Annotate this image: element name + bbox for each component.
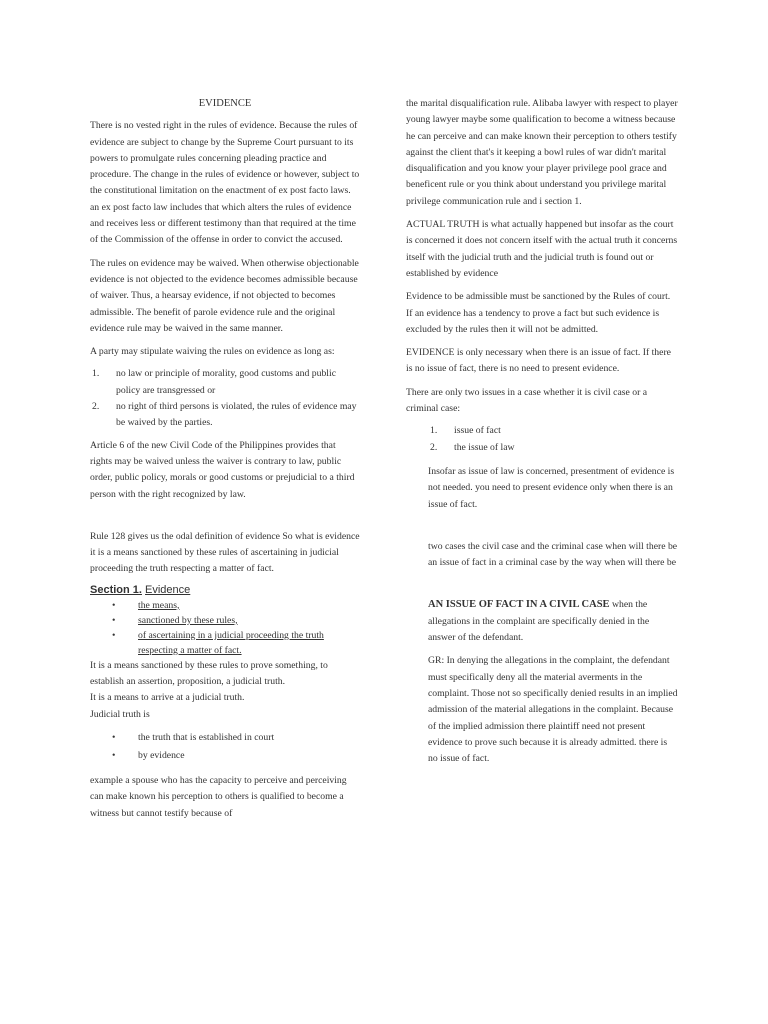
paragraph-actual-truth: ACTUAL TRUTH is what actually happened but insofar as the court is concerned it does not concern itself with the actual truth it concerns itself with the judicial truth and the judicial truth is found out or established by evidence: [406, 219, 678, 279]
bullet-icon: •: [112, 749, 116, 761]
paragraph-marital: the marital disqualification rule. Alibaba lawyer with respect to player young lawyer maybe some qualification to become a witness because he can perceive and can make known their perception to others testify against the client that's it keeping a bowl rules of war didn't marital disqualification and you know your player privilege pool grace and beneficent rule or you think about understand you privilege marital privilege communication rule and i section 1.: [406, 98, 678, 207]
paragraph-two-issues: There are only two issues in a case whether it is civil case or a criminal case:: [406, 386, 648, 415]
list-item: • of ascertaining in a judicial proceeding the truth respecting a matter of fact.: [90, 628, 360, 658]
paragraph-article-6: Article 6 of the new Civil Code of the Philippines provides that rights may be waived unless the waiver is contrary to law, public order, public policy, morals or good customs or prejudicial to a third person with the right recognized by law.: [90, 439, 355, 500]
civil-case-lead: AN ISSUE OF FACT IN A CIVIL CASE: [428, 599, 610, 611]
document-title: EVIDENCE: [198, 98, 252, 109]
section-heading: [90, 582, 360, 598]
list-item: 1. issue of fact: [430, 425, 501, 437]
list-item: • sanctioned by these rules,: [90, 613, 360, 628]
paragraph-stipulate: A party may stipulate waiving the rules on evidence as long as:: [90, 346, 335, 358]
section-label: Section 1.: [90, 583, 142, 596]
bullet-icon: •: [112, 731, 116, 743]
section-title: Evidence: [145, 583, 191, 596]
paragraph-example: example a spouse who has the capacity to perceive and perceiving can make known his perception to others is qualified to become a witness but cannot testify because of: [90, 774, 347, 819]
paragraph-means: It is a means sanctioned by these rules to prove something, to establish an assertion, proposition, a judicial truth.: [90, 659, 328, 688]
paragraph-rule-128: Rule 128 gives us the odal definition of evidence So what is evidence it is a means sanctioned by these rules of ascertaining in judicial proceeding the truth respecting a matter of fact.: [90, 530, 360, 575]
paragraph-issue-of-law: Insofar as issue of law is concerned, presentment of evidence is not needed. you need to present evidence only when there is an issue of fact.: [428, 465, 675, 510]
paragraph-waiver: The rules on evidence may be waived. When otherwise objectionable evidence is not objected to the evidence becomes admissible because of waiver. Thus, a hearsay evidence, if not objected to becomes admissible. The benefit of parole evidence rule and the original evidence rule may be waived in the same manner.: [90, 257, 359, 334]
paragraph-civil-case: AN ISSUE OF FACT IN A CIVIL CASE when the allegations in the complaint are specifically denied in the answer of the defendant.: [428, 599, 650, 644]
list-item: • the truth that is established in court: [90, 729, 360, 747]
paragraph-judicial-truth: Judicial truth is: [90, 708, 150, 720]
list-item: • by evidence: [90, 747, 360, 765]
paragraph-two-cases: two cases the civil case and the criminal case when will there be an issue of fact in a criminal case by the way when will there be: [428, 540, 678, 569]
paragraph-admissible: Evidence to be admissible must be sanctioned by the Rules of court. If an evidence has a tendency to prove a fact but such evidence is excluded by the rules then it will not be admitted.: [406, 291, 671, 335]
right-column: [406, 96, 678, 767]
paragraph-general-rule: GR: In denying the allegations in the complaint, the defendant must specifically deny all the material averments in the complaint. Those not so specifically denied results in an implied admission of the material allegations in the complaint. Because of the implied admission there plaintiff need not present evidence to prove such because it is already admitted. there is no issue of fact.: [428, 655, 678, 765]
list-item: 1. no law or principle of morality, good customs and public policy are transgressed or: [92, 368, 336, 396]
issues-list: [428, 423, 678, 456]
bullet-icon: •: [112, 629, 116, 641]
paragraph-arrive: It is a means to arrive at a judicial truth.: [90, 692, 245, 704]
list-item: • the means,: [90, 598, 360, 613]
list-item: 2. the issue of law: [430, 441, 515, 453]
bullet-icon: •: [112, 614, 116, 626]
truth-bullets: [90, 729, 360, 765]
section-bullets: [90, 598, 360, 658]
left-column: [90, 96, 360, 822]
waiver-conditions-list: [90, 366, 360, 431]
paragraph-evidence-necessary: EVIDENCE is only necessary when there is an issue of fact. If there is no issue of fact, there is no need to present evidence.: [406, 347, 671, 375]
list-item: 2. no right of third persons is violated, the rules of evidence may be waived by the parties.: [92, 401, 357, 429]
bullet-icon: •: [112, 599, 116, 611]
paragraph-vested-right: There is no vested right in the rules of evidence. Because the rules of evidence are subject to change by the Supreme Court pursuant to its powers to promulgate rules concerning pleading practice and procedure. The change in the rules of evidence or however, subject to the constitutional limitation on the enactment of ex post facto laws. an ex post facto law includes that which alters the rules of evidence and receives less or different testimony than that required at the time of the Commission of the offense in order to convict the accused.: [90, 120, 360, 246]
